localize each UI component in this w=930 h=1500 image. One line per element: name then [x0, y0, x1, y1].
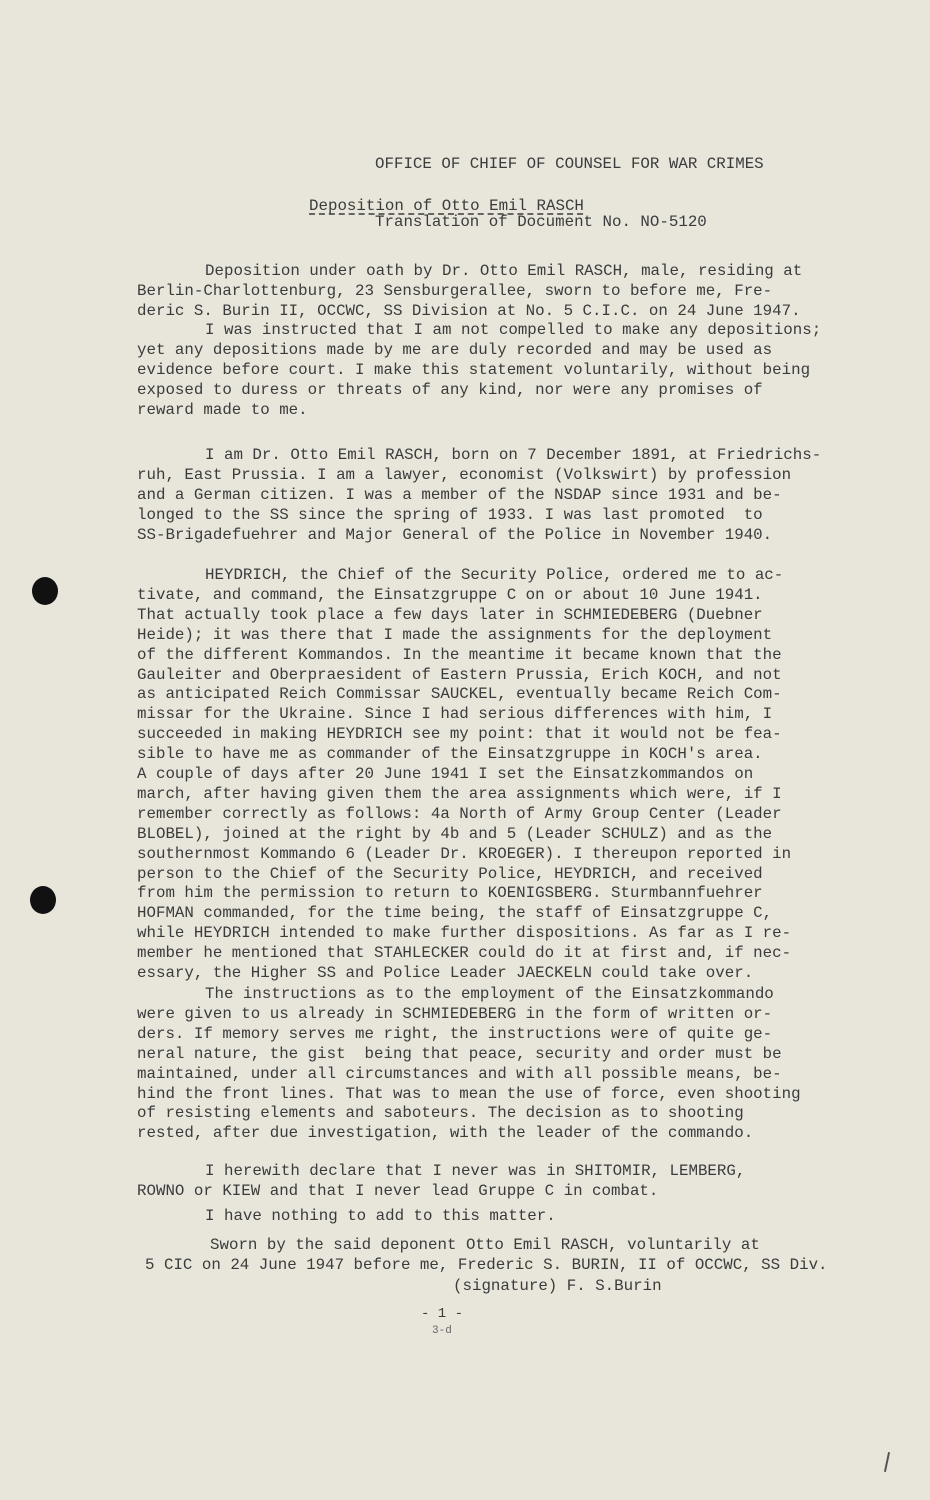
paragraph-line: were given to us already in SCHMIEDEBERG in the form of written or- [137, 1004, 773, 1023]
paragraph-line: BLOBEL), joined at the right by 4b and 5 (Leader SCHULZ) and as the [137, 824, 773, 843]
paragraph-line: deric S. Burin II, OCCWC, SS Division at No. 5 C.I.C. on 24 June 1947. [137, 301, 801, 320]
page-code: 3-d [432, 1325, 452, 1337]
paragraph-line: I have nothing to add to this matter. [205, 1207, 556, 1225]
paragraph-line: succeeded in making HEYDRICH see my point: that it would not be fea- [137, 725, 782, 744]
paragraph-line: sible to have me as commander of the Einsatzgruppe in KOCH's area. [137, 745, 763, 764]
paragraph-line: rested, after due investigation, with the leader of the commando. [137, 1124, 754, 1143]
paragraph-line: member he mentioned that STAHLECKER could do it at first and, if nec- [137, 944, 792, 963]
punch-hole [30, 886, 56, 914]
paragraph-line: HOFMAN commanded, for the time being, the staff of Einsatzgruppe C, [137, 904, 773, 923]
paragraph-line: essary, the Higher SS and Police Leader JAECKELN could take over. [137, 964, 754, 982]
paragraph-line: The instructions as to the employment of the Einsatzkommando [205, 985, 774, 1003]
header-translation: Translation of Document No. NO-5120 [375, 213, 707, 231]
paragraph-line: longed to the SS since the spring of 1933. I was last promoted to [137, 505, 763, 524]
pencil-mark [884, 1452, 890, 1472]
paragraph-line: march, after having given them the area assignments which were, if I [137, 784, 782, 803]
paragraph-line: person to the Chief of the Security Police, HEYDRICH, and received [137, 864, 763, 883]
punch-hole [32, 577, 58, 605]
paragraph-line: ruh, East Prussia. I am a lawyer, economist (Volkswirt) by profession [137, 465, 792, 484]
paragraph-line: hind the front lines. That was to mean the use of force, even shooting [137, 1084, 801, 1103]
paragraph-line: I was instructed that I am not compelled to make any depositions; [205, 321, 822, 339]
paragraph-line: tivate, and command, the Einsatzgruppe C on or about 10 June 1941. [137, 585, 763, 604]
paragraph-line: of the different Kommandos. In the meantime it became known that the [137, 645, 782, 664]
paragraph-line: exposed to duress or threats of any kind, nor were any promises of [137, 380, 763, 399]
paragraph-line: neral nature, the gist being that peace, security and order must be [137, 1044, 782, 1063]
paragraph-line: That actually took place a few days later in SCHMIEDEBERG (Duebner [137, 605, 763, 624]
paragraph-line: Gauleiter and Oberpraesident of Eastern Prussia, Erich KOCH, and not [137, 665, 782, 684]
paragraph-line: ROWNO or KIEW and that I never lead Gruppe C in combat. [137, 1181, 659, 1200]
paragraph-line: Heide); it was there that I made the assignments for the deployment [137, 625, 773, 644]
paragraph-line: while HEYDRICH intended to make further dispositions. As far as I re- [137, 924, 792, 943]
signature-line: (signature) F. S.Burin [453, 1277, 662, 1295]
paragraph-line: and a German citizen. I was a member of the NSDAP since 1931 and be- [137, 485, 782, 504]
paragraph-line: SS-Brigadefuehrer and Major General of the Police in November 1940. [137, 525, 773, 544]
paragraph-line: evidence before court. I make this statement voluntarily, without being [137, 360, 811, 379]
paragraph-line: reward made to me. [137, 400, 308, 419]
paragraph-line: maintained, under all circumstances and with all possible means, be- [137, 1064, 782, 1083]
paragraph-line: of resisting elements and saboteurs. The decision as to shooting [137, 1104, 744, 1123]
paragraph-line: HEYDRICH, the Chief of the Security Police, ordered me to ac- [205, 566, 784, 584]
paragraph-line: as anticipated Reich Commissar SAUCKEL, eventually became Reich Com- [137, 685, 782, 704]
paragraph-line: yet any depositions made by me are duly recorded and may be used as [137, 340, 773, 359]
paragraph-line: remember correctly as follows: 4a North of Army Group Center (Leader [137, 804, 782, 823]
paragraph-line: Deposition under oath by Dr. Otto Emil RASCH, male, residing at [205, 262, 803, 280]
paragraph-line: I am Dr. Otto Emil RASCH, born on 7 December 1891, at Friedrichs- [205, 446, 822, 464]
document-header [375, 117, 764, 252]
paragraph-line: ders. If memory serves me right, the instructions were of quite ge- [137, 1024, 773, 1043]
document-title: Deposition of Otto Emil RASCH [309, 197, 584, 215]
paragraph-line: A couple of days after 20 June 1941 I set the Einsatzkommandos on [137, 765, 754, 783]
paragraph-line: I herewith declare that I never was in SHITOMIR, LEMBERG, [205, 1162, 746, 1180]
paragraph-line: 5 CIC on 24 June 1947 before me, Frederic S. BURIN, II of OCCWC, SS Div. [145, 1255, 828, 1274]
header-office: OFFICE OF CHIEF OF COUNSEL FOR WAR CRIMES [375, 155, 764, 173]
page-number: - 1 - [421, 1306, 464, 1322]
paragraph-line: missar for the Ukraine. Since I had serious differences with him, I [137, 705, 773, 724]
paragraph-line: southernmost Kommando 6 (Leader Dr. KROEGER). I thereupon reported in [137, 844, 792, 863]
paragraph-line: Sworn by the said deponent Otto Emil RASCH, voluntarily at [210, 1236, 760, 1254]
paragraph-line: from him the permission to return to KOENIGSBERG. Sturmbannfuehrer [137, 884, 763, 903]
paragraph-line: Berlin-Charlottenburg, 23 Sensburgerallee, sworn to before me, Fre- [137, 281, 773, 300]
